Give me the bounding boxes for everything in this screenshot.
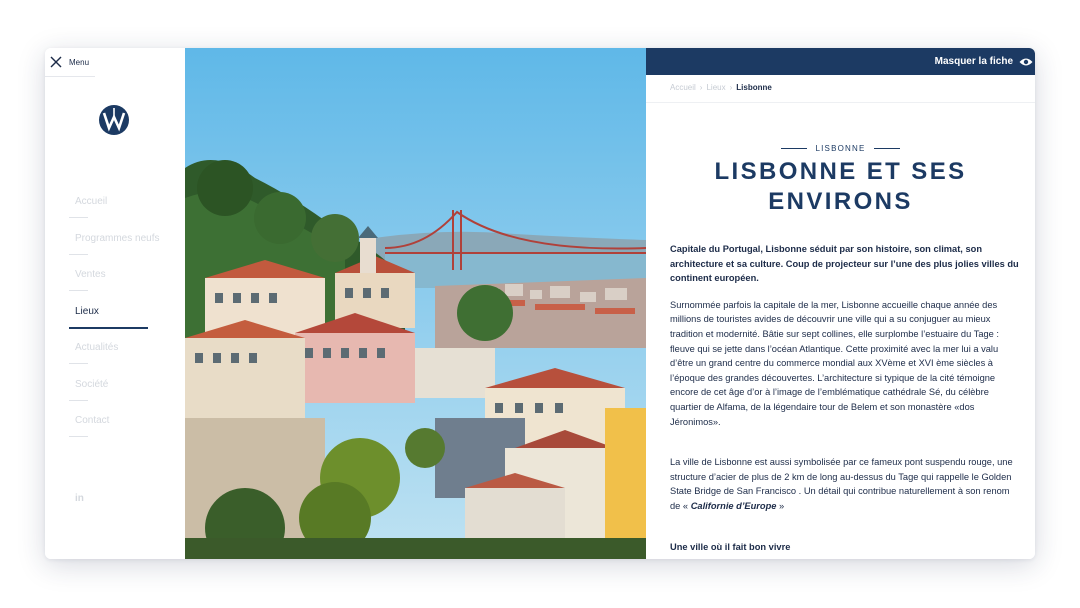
nav-item-ventes[interactable] [69, 261, 179, 298]
nav-item-societe[interactable] [69, 371, 179, 408]
breadcrumb-divider [646, 102, 1035, 103]
nav-item-underline [69, 436, 88, 437]
breadcrumb-home[interactable]: Accueil [670, 83, 696, 92]
hide-sheet-button[interactable] [935, 48, 1035, 75]
nav-item-underline [69, 254, 88, 255]
eye-icon [1019, 57, 1033, 67]
main-nav [69, 188, 179, 444]
nav-item-actualites[interactable] [69, 334, 179, 371]
nav-item-label: Société [75, 378, 109, 390]
breadcrumb-separator: › [729, 83, 733, 92]
nav-item-programmes-neufs[interactable] [69, 225, 179, 262]
nav-item-accueil[interactable] [69, 188, 179, 225]
nav-item-underline [69, 217, 88, 218]
panel-topbar [646, 48, 1035, 75]
nav-item-underline [69, 400, 88, 401]
breadcrumb-separator: › [699, 83, 703, 92]
eyebrow-label: LISBONNE [815, 144, 866, 153]
article-paragraph-1: Surnommée parfois la capitale de la mer, Lisbonne accueille chaque année des millions de touristes avides de découvrir une ville qui a su conjuguer au mieux tradition et modernité. Bâtie sur sept collines, elle surplombe l’estuaire du Tage : fleuve qui se jette dans l’océan Atlantique. Cette proximité avec la mer lui a valu d’être un grand centre du commerce mondial aux XVème et XVI ème siècles à l’époque des grandes découvertes. L’architecture si typique de la cité témoigne encore de cet âge d’or à l’image de l’emblématique cathédrale Sé, du célèbre quartier de Alfama, de la légendaire tour de Belem et son monastère «dos Jéronimos». [670, 299, 1000, 427]
nav-item-contact[interactable] [69, 407, 179, 444]
nav-item-underline [69, 290, 88, 291]
paragraph-2-end: » [779, 500, 785, 511]
nav-item-label: Ventes [75, 269, 106, 280]
breadcrumb-current: Lisbonne [736, 83, 772, 92]
nav-item-lieux[interactable] [69, 298, 179, 335]
place-detail-panel [646, 48, 1035, 559]
article-lead: Capitale du Portugal, Lisbonne séduit par son histoire, son climat, son architecture et sa culture. Coup de projecteur sur l’une des plus jolies villes du continent européen. [670, 244, 1019, 284]
eyebrow-dash-left [781, 148, 807, 149]
linkedin-icon[interactable]: in [75, 493, 84, 504]
menu-toggle-button[interactable] [49, 55, 89, 69]
article-paragraph-2 [670, 455, 1020, 513]
breadcrumb-places[interactable]: Lieux [706, 83, 726, 92]
nav-item-underline [69, 363, 88, 364]
page-title: LISBONNE ET SES ENVIRONS [714, 158, 967, 215]
sidebar [45, 48, 185, 559]
article-content [670, 242, 1020, 554]
city-illustration [185, 48, 646, 559]
hide-sheet-label: Masquer la fiche [934, 56, 1013, 67]
nav-item-label: Contact [75, 415, 110, 426]
brand-logo-icon[interactable] [98, 104, 130, 136]
eyebrow-dash-right [874, 148, 900, 149]
article-subheading: Une ville où il fait bon vivre [670, 541, 791, 552]
paragraph-2-emphasis: Californie d’Europe [690, 500, 777, 511]
nav-item-label: Programmes neufs [75, 232, 160, 244]
nav-item-label: Lieux [75, 305, 99, 317]
breadcrumb [670, 83, 772, 92]
nav-item-label: Accueil [75, 196, 108, 207]
lisbon-photo [185, 48, 646, 559]
menu-label: Menu [69, 57, 90, 67]
nav-item-label: Actualités [75, 342, 119, 353]
nav-item-active-underline [69, 327, 148, 329]
app-window [45, 48, 1035, 559]
eyebrow [646, 144, 1035, 153]
menu-divider [45, 76, 95, 77]
close-icon [49, 55, 63, 69]
paragraph-2-text: La ville de Lisbonne est aussi symbolisée par ce fameux pont suspendu rouge, une structure d’acier de plus de 2 km de long au-dessus du Tage qui rappelle le Golden State Bridge de San Francisco . Un détail qui contribue naturellement à son renom de « [670, 457, 1013, 511]
